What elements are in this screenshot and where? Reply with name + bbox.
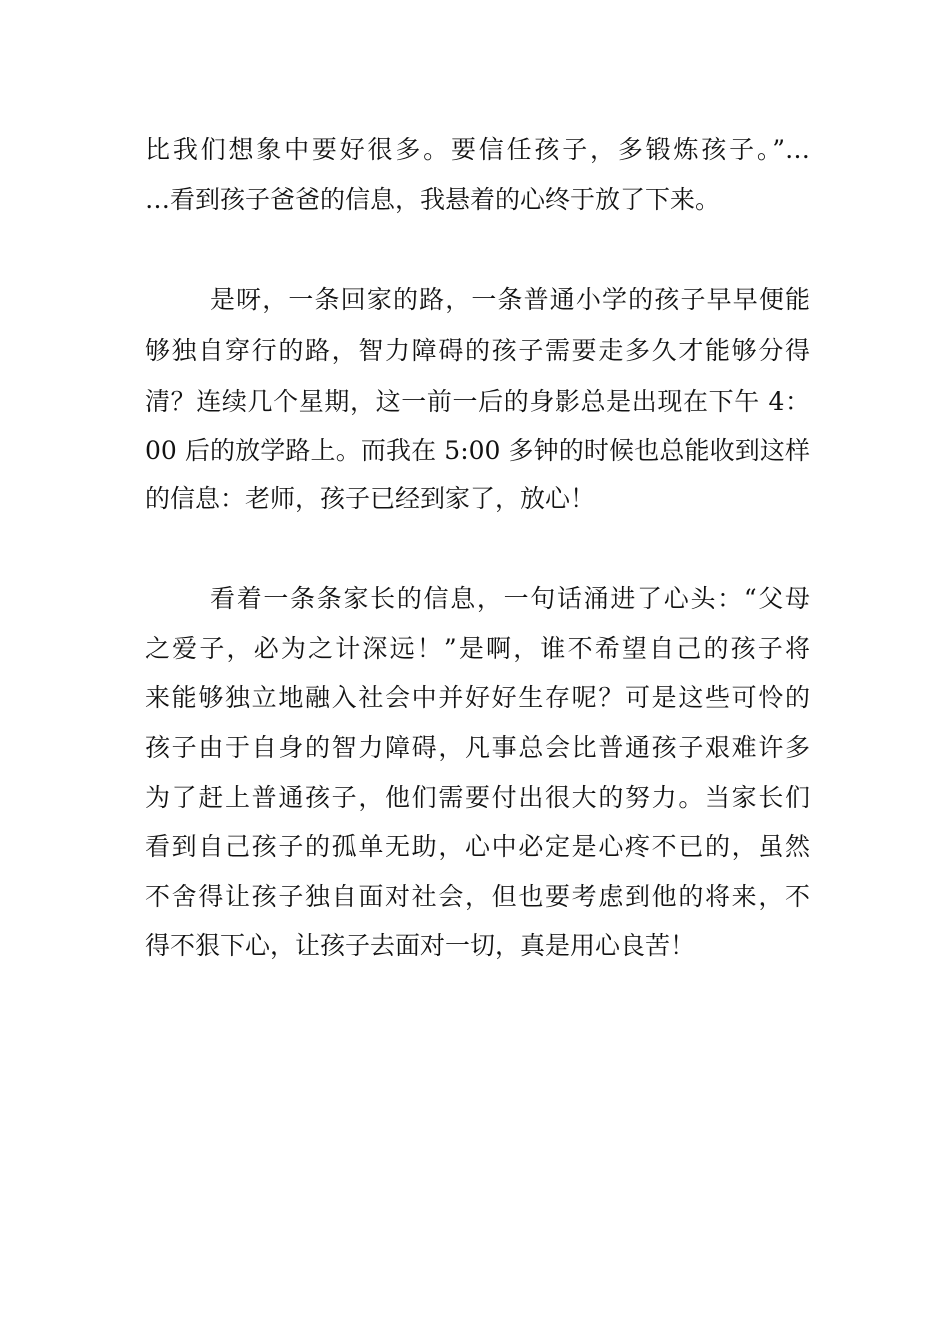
paragraph-line: 看着一条条家长的信息，一句话涌进了心头：“父母 <box>210 584 810 613</box>
paragraph-line: 00 后的放学路上。而我在 5:00 多钟的时候也总能收到这样 <box>145 436 810 465</box>
paragraph-line: 来能够独立地融入社会中并好好生存呢？可是这些可怜的 <box>145 683 810 712</box>
paragraph-line: 之爱子，必为之计深远！”是啊，谁不希望自己的孩子将 <box>145 634 810 663</box>
paragraph-line: 的信息：老师，孩子已经到家了，放心！ <box>145 484 596 513</box>
paragraph-line: 看到自己孩子的孤单无助，心中必定是心疼不已的，虽然 <box>145 832 810 861</box>
paragraph-line: 是呀，一条回家的路，一条普通小学的孩子早早便能 <box>210 285 810 314</box>
paragraph-line: 清？连续几个星期，这一前一后的身影总是出现在下午 4： <box>145 387 810 416</box>
paragraph-line: 不舍得让孩子独自面对社会，但也要考虑到他的将来，不 <box>145 882 810 911</box>
paragraph-line: 得不狠下心，让孩子去面对一切，真是用心良苦！ <box>145 931 696 960</box>
paragraph-line: 孩子由于自身的智力障碍，凡事总会比普通孩子艰难许多 <box>145 733 810 762</box>
paragraph-line: …看到孩子爸爸的信息，我悬着的心终于放了下来。 <box>145 185 721 214</box>
paragraph-line: 够独自穿行的路，智力障碍的孩子需要走多久才能够分得 <box>145 336 810 365</box>
paragraph-line: 为了赶上普通孩子，他们需要付出很大的努力。当家长们 <box>145 783 810 812</box>
paragraph-line: 比我们想象中要好很多。要信任孩子，多锻炼孩子。”… <box>145 135 810 164</box>
